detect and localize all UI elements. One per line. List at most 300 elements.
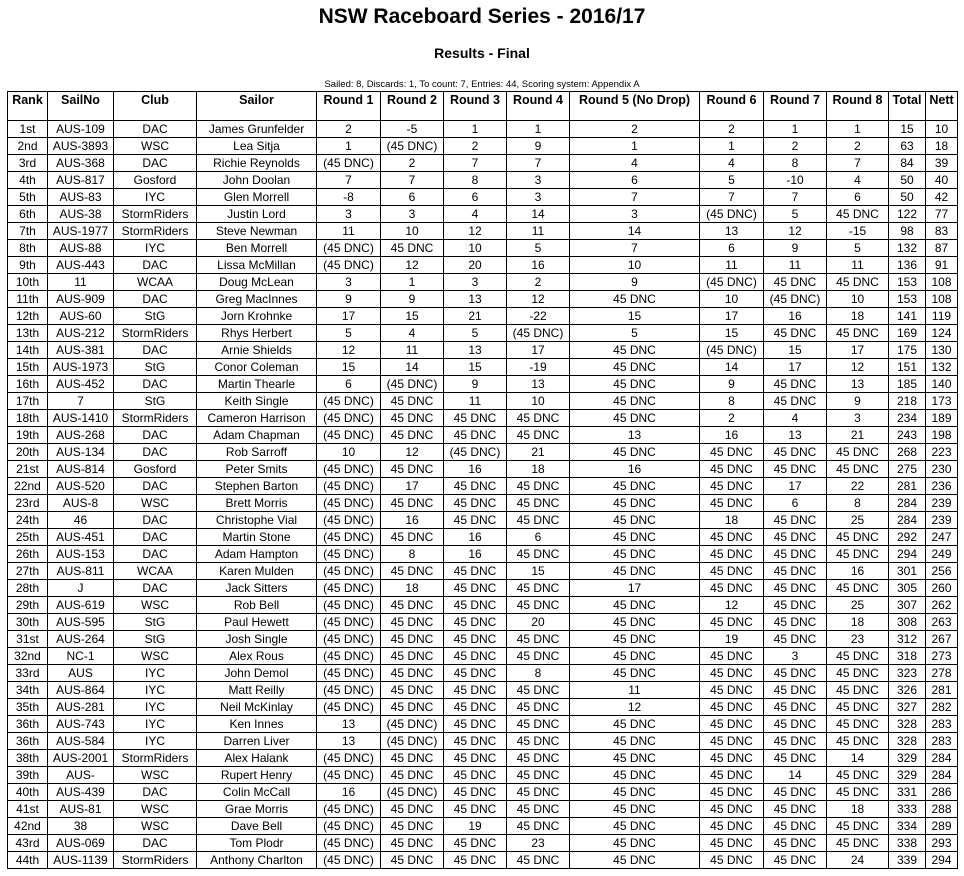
table-cell: Keith Single [197,393,317,410]
table-cell: (45 DNC) [317,495,381,512]
table-cell: 33rd [8,665,48,682]
table-cell: 6 [827,189,889,206]
table-cell: 10 [507,393,570,410]
table-cell: 15 [764,342,827,359]
table-cell: 45 DNC [827,716,889,733]
table-cell: 2 [700,410,764,427]
table-cell: 5 [444,325,507,342]
table-cell: 40 [926,172,958,189]
table-cell: 17 [700,308,764,325]
table-cell: WSC [114,597,197,614]
table-cell: 136 [889,257,926,274]
table-cell: 275 [889,461,926,478]
table-cell: 45 DNC [570,563,700,580]
table-cell: Karen Mulden [197,563,317,580]
table-row [8,308,958,325]
table-cell: 11 [317,223,381,240]
table-cell: (45 DNC) [317,767,381,784]
table-cell: IYC [114,733,197,750]
table-cell: 45 DNC [381,495,444,512]
table-cell: Colin McCall [197,784,317,801]
table-cell: 13 [444,342,507,359]
table-cell: 45 DNC [507,801,570,818]
table-cell: 45 DNC [764,614,827,631]
table-cell: 294 [889,546,926,563]
table-cell: 45 DNC [700,733,764,750]
table-cell: 7 [570,240,700,257]
table-cell: 2 [827,138,889,155]
table-cell: 132 [926,359,958,376]
table-cell: (45 DNC) [317,410,381,427]
table-cell: 45 DNC [700,648,764,665]
table-cell: 45 DNC [444,597,507,614]
table-cell: 45 DNC [827,580,889,597]
table-cell: 46 [48,512,114,529]
table-cell: 1 [570,138,700,155]
table-cell: IYC [114,189,197,206]
table-cell: 45 DNC [700,478,764,495]
table-cell: 45 DNC [700,852,764,869]
table-cell: 25th [8,529,48,546]
table-cell: James Grunfelder [197,121,317,138]
table-cell: 281 [889,478,926,495]
table-cell: 45 DNC [381,614,444,631]
table-cell: AUS- [48,767,114,784]
column-header: Sailor [197,92,317,121]
table-cell: 45 DNC [827,767,889,784]
table-cell: 14 [570,223,700,240]
table-cell: 45 DNC [764,325,827,342]
table-cell: (45 DNC) [317,393,381,410]
table-row [8,393,958,410]
page-subtitle: Results - Final [434,45,530,61]
table-cell: 3 [507,172,570,189]
table-cell: 45 DNC [507,427,570,444]
table-cell: 45 DNC [444,852,507,869]
table-cell: 12 [700,597,764,614]
table-cell: 16 [764,308,827,325]
table-cell: AUS-811 [48,563,114,580]
column-header: Round 7 [764,92,827,121]
table-cell: 11 [764,257,827,274]
table-cell: 45 DNC [764,733,827,750]
table-cell: 45 DNC [507,716,570,733]
table-cell: 15 [889,121,926,138]
table-cell: 4 [827,172,889,189]
table-cell: 45 DNC [827,835,889,852]
table-cell: 7 [764,189,827,206]
table-cell: 45 DNC [570,631,700,648]
table-cell: 45 DNC [381,563,444,580]
table-row [8,206,958,223]
table-cell: 45 DNC [381,631,444,648]
table-cell: AUS-864 [48,682,114,699]
table-cell: 23 [507,835,570,852]
table-row [8,665,958,682]
table-cell: 15 [317,359,381,376]
table-cell: 173 [926,393,958,410]
table-cell: 18 [507,461,570,478]
table-cell: 45 DNC [570,818,700,835]
table-cell: 45 DNC [827,784,889,801]
table-cell: DAC [114,512,197,529]
table-cell: AUS-81 [48,801,114,818]
table-cell: AUS-452 [48,376,114,393]
table-cell: 45 DNC [700,444,764,461]
table-cell: 21 [827,427,889,444]
table-cell: (45 DNC) [317,682,381,699]
table-cell: 45 DNC [381,835,444,852]
table-cell: 45 DNC [764,682,827,699]
table-cell: 45 DNC [570,750,700,767]
table-cell: 334 [889,818,926,835]
table-cell: 16th [8,376,48,393]
table-cell: 3 [317,206,381,223]
table-cell: 1 [381,274,444,291]
table-cell: 45 DNC [764,461,827,478]
table-cell: AUS-281 [48,699,114,716]
table-cell: StG [114,614,197,631]
table-cell: Richie Reynolds [197,155,317,172]
table-cell: StG [114,631,197,648]
table-row [8,155,958,172]
table-cell: 10th [8,274,48,291]
table-cell: 10 [317,444,381,461]
table-cell: 42nd [8,818,48,835]
table-cell: 45 DNC [764,512,827,529]
table-cell: 4 [570,155,700,172]
table-cell: 1 [764,121,827,138]
table-cell: 45 DNC [700,529,764,546]
table-cell: Anthony Charlton [197,852,317,869]
table-cell: 45 DNC [507,597,570,614]
table-cell: Lea Sitja [197,138,317,155]
table-cell: 9 [764,240,827,257]
table-cell: 14 [827,750,889,767]
table-cell: 14th [8,342,48,359]
table-cell: 30th [8,614,48,631]
table-cell: AUS-1139 [48,852,114,869]
table-cell: WSC [114,818,197,835]
table-cell: 42 [926,189,958,206]
table-cell: Conor Coleman [197,359,317,376]
table-cell: 45 DNC [570,410,700,427]
table-cell: 308 [889,614,926,631]
table-cell: 12 [317,342,381,359]
table-cell: Greg MacInnes [197,291,317,308]
table-row [8,563,958,580]
table-cell: (45 DNC) [444,444,507,461]
table-cell: 108 [926,274,958,291]
table-cell: WSC [114,801,197,818]
table-cell: AUS-2001 [48,750,114,767]
table-cell: 278 [926,665,958,682]
table-cell: 45 DNC [570,444,700,461]
table-cell: 10 [381,223,444,240]
table-cell: 6 [764,495,827,512]
table-cell: 45 DNC [570,801,700,818]
table-cell: 6 [444,189,507,206]
table-cell: 45 DNC [700,835,764,852]
table-cell: (45 DNC) [381,784,444,801]
table-cell: 29th [8,597,48,614]
table-cell: 19 [700,631,764,648]
table-cell: 45 DNC [700,580,764,597]
column-header: Round 6 [700,92,764,121]
table-cell: 16 [444,461,507,478]
table-cell: DAC [114,478,197,495]
table-cell: IYC [114,665,197,682]
table-cell: 289 [926,818,958,835]
table-cell: 17 [570,580,700,597]
table-cell: 8 [700,393,764,410]
table-cell: 98 [889,223,926,240]
table-cell: 45 DNC [444,784,507,801]
results-body [8,121,958,869]
table-cell: 15 [444,359,507,376]
table-cell: 132 [889,240,926,257]
table-cell: 45 DNC [700,563,764,580]
table-cell: DAC [114,376,197,393]
table-cell: (45 DNC) [317,648,381,665]
table-cell: John Demol [197,665,317,682]
table-cell: Adam Chapman [197,427,317,444]
table-cell: 3 [570,206,700,223]
table-cell: 10 [827,291,889,308]
table-cell: Steve Newman [197,223,317,240]
table-cell: 9 [700,376,764,393]
table-cell: 1 [507,121,570,138]
table-row [8,852,958,869]
table-row [8,580,958,597]
table-cell: (45 DNC) [317,546,381,563]
table-cell: DAC [114,342,197,359]
column-header: SailNo [48,92,114,121]
table-cell: 45 DNC [827,206,889,223]
table-cell: 45 DNC [570,733,700,750]
table-cell: 333 [889,801,926,818]
table-cell: 6 [700,240,764,257]
table-cell: 16 [444,546,507,563]
table-cell: 12 [381,444,444,461]
table-cell: Matt Reilly [197,682,317,699]
table-cell: AUS-38 [48,206,114,223]
table-cell: WSC [114,495,197,512]
table-cell: 45 DNC [764,580,827,597]
table-cell: 45 DNC [700,699,764,716]
table-cell: 2 [444,138,507,155]
table-cell: 20th [8,444,48,461]
table-cell: 3rd [8,155,48,172]
table-cell: 175 [889,342,926,359]
table-cell: 39th [8,767,48,784]
table-cell: 45 DNC [570,342,700,359]
table-cell: 45 DNC [570,852,700,869]
table-cell: Adam Hampton [197,546,317,563]
table-cell: 5 [507,240,570,257]
table-cell: (45 DNC) [317,597,381,614]
table-cell: 45 DNC [570,512,700,529]
table-cell: (45 DNC) [317,240,381,257]
table-cell: 45 DNC [700,461,764,478]
table-cell: AUS-88 [48,240,114,257]
table-cell: 45 DNC [827,461,889,478]
table-cell: 326 [889,682,926,699]
table-cell: 151 [889,359,926,376]
table-cell: 1 [700,138,764,155]
table-cell: StG [114,359,197,376]
table-cell: 45 DNC [764,750,827,767]
table-cell: 23 [827,631,889,648]
table-cell: 26th [8,546,48,563]
table-cell: 284 [926,750,958,767]
table-cell: 1st [8,121,48,138]
table-cell: DAC [114,257,197,274]
table-cell: 45 DNC [507,699,570,716]
table-row [8,257,958,274]
table-cell: 12 [570,699,700,716]
table-cell: 268 [889,444,926,461]
table-cell: WSC [114,648,197,665]
table-row [8,274,958,291]
table-cell: 2 [507,274,570,291]
table-cell: AUS-1977 [48,223,114,240]
table-cell: Rhys Herbert [197,325,317,342]
table-cell: 45 DNC [381,665,444,682]
table-cell: 18th [8,410,48,427]
table-cell: 12 [381,257,444,274]
table-cell: AUS-381 [48,342,114,359]
table-cell: 45 DNC [507,546,570,563]
table-cell: 267 [926,631,958,648]
table-cell: StormRiders [114,852,197,869]
table-cell: 45 DNC [764,852,827,869]
table-cell: 13 [827,376,889,393]
table-cell: 331 [889,784,926,801]
table-cell: 45 DNC [827,529,889,546]
table-cell: 249 [926,546,958,563]
table-cell: Alex Rous [197,648,317,665]
table-cell: 11 [48,274,114,291]
table-cell: 45 DNC [507,648,570,665]
table-cell: 14 [764,767,827,784]
table-cell: 9 [827,393,889,410]
table-cell: 45 DNC [381,852,444,869]
table-cell: 5 [317,325,381,342]
table-cell: Gosford [114,172,197,189]
table-cell: (45 DNC) [317,835,381,852]
table-cell: 3 [827,410,889,427]
table-cell: WCAA [114,274,197,291]
table-cell: 17 [764,359,827,376]
table-cell: 8 [507,665,570,682]
table-cell: 39 [926,155,958,172]
table-cell: 284 [889,512,926,529]
table-row [8,291,958,308]
table-cell: 43rd [8,835,48,852]
table-cell: (45 DNC) [700,342,764,359]
table-cell: 11 [827,257,889,274]
table-cell: Glen Morrell [197,189,317,206]
table-cell: 218 [889,393,926,410]
table-cell: 45 DNC [570,597,700,614]
table-cell: 10 [926,121,958,138]
table-cell: Jorn Krohnke [197,308,317,325]
table-cell: 108 [926,291,958,308]
table-cell: 45 DNC [570,648,700,665]
table-cell: Grae Morris [197,801,317,818]
table-cell: 15 [570,308,700,325]
table-cell: 45 DNC [700,784,764,801]
table-cell: 312 [889,631,926,648]
table-cell: 256 [926,563,958,580]
table-cell: 45 DNC [570,614,700,631]
table-cell: (45 DNC) [317,529,381,546]
table-cell: 45 DNC [507,784,570,801]
table-cell: 45 DNC [570,478,700,495]
table-cell: StormRiders [114,325,197,342]
table-cell: -22 [507,308,570,325]
table-cell: 45 DNC [444,478,507,495]
table-cell: 45 DNC [827,733,889,750]
table-cell: DAC [114,121,197,138]
table-cell: 13th [8,325,48,342]
table-cell: Rupert Henry [197,767,317,784]
table-cell: 45 DNC [827,682,889,699]
table-cell: 8 [444,172,507,189]
table-cell: 45 DNC [444,410,507,427]
table-cell: 260 [926,580,958,597]
table-cell: 45 DNC [381,750,444,767]
table-cell: 1 [317,138,381,155]
table-row [8,716,958,733]
table-cell: 45 DNC [570,767,700,784]
table-cell: 3 [317,274,381,291]
table-cell: AUS-619 [48,597,114,614]
table-cell: 22nd [8,478,48,495]
table-cell: 223 [926,444,958,461]
table-cell: 185 [889,376,926,393]
table-cell: 45 DNC [570,291,700,308]
table-cell: 329 [889,767,926,784]
table-cell: 140 [926,376,958,393]
table-cell: 293 [926,835,958,852]
column-header: Round 3 [444,92,507,121]
table-cell: 45 DNC [700,818,764,835]
table-cell: AUS-60 [48,308,114,325]
table-cell: 31st [8,631,48,648]
table-cell: 15th [8,359,48,376]
table-cell: 13 [570,427,700,444]
table-cell: DAC [114,529,197,546]
table-cell: 45 DNC [444,614,507,631]
table-row [8,121,958,138]
table-cell: 45 DNC [700,716,764,733]
table-cell: 339 [889,852,926,869]
table-cell: (45 DNC) [381,138,444,155]
table-cell: 45 DNC [700,750,764,767]
table-cell: 16 [827,563,889,580]
table-cell: (45 DNC) [317,580,381,597]
table-cell: 8th [8,240,48,257]
table-cell: 45 DNC [381,410,444,427]
table-cell: AUS-3893 [48,138,114,155]
table-cell: 9 [570,274,700,291]
table-cell: 6th [8,206,48,223]
table-cell: 45 DNC [507,512,570,529]
table-cell: WSC [114,138,197,155]
table-row [8,818,958,835]
